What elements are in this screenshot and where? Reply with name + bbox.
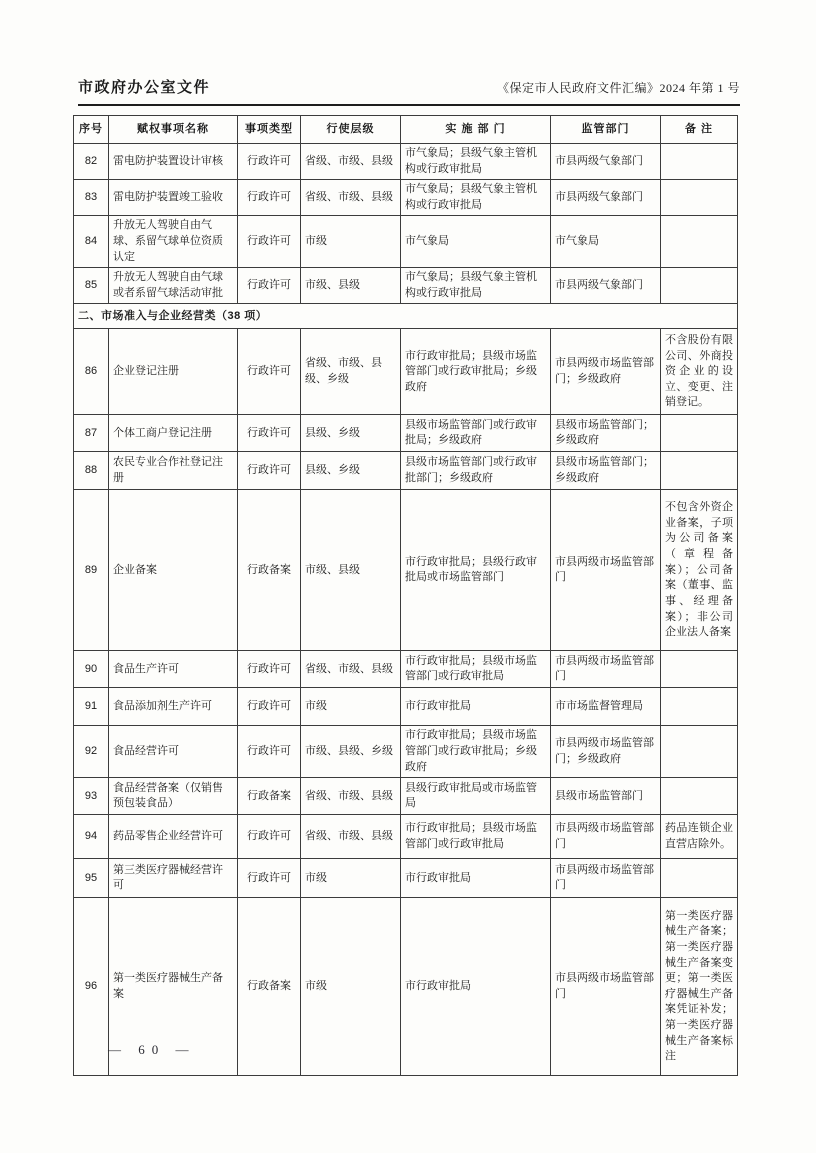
table-row-88: [74, 452, 738, 490]
cell-supervising-dept: 市县两级市场监管部门: [551, 651, 661, 688]
cell-seq: 92: [74, 726, 109, 778]
cell-remark: [661, 144, 738, 180]
section-header-row: [74, 304, 738, 329]
col-header-supervising-dept: 监管部门: [551, 116, 661, 144]
cell-seq: 90: [74, 651, 109, 688]
cell-item-type: 行政许可: [238, 859, 301, 898]
cell-implementing-dept: 市行政审批局；县级市场监管部门或行政审批局: [401, 815, 551, 859]
cell-item-name: 企业备案: [109, 490, 238, 651]
cell-item-name: 个体工商户登记注册: [109, 415, 238, 452]
col-header-seq: 序号: [74, 116, 109, 144]
cell-supervising-dept: 市县两级市场监管部门: [551, 490, 661, 651]
cell-exercise-level: 省级、市级、县级: [301, 180, 401, 216]
cell-supervising-dept: 县级市场监管部门: [551, 778, 661, 815]
cell-item-name: 食品添加剂生产许可: [109, 688, 238, 726]
cell-implementing-dept: 市行政审批局；县级市场监管部门或行政审批局；乡级政府: [401, 726, 551, 778]
cell-remark: 不包含外资企业备案，子项为公司备案（章程备案）；公司备案（董事、监事、经理备案）；非公司企业法人备案: [661, 490, 738, 651]
cell-implementing-dept: 市气象局；县级气象主管机构或行政审批局: [401, 268, 551, 304]
cell-item-type: 行政许可: [238, 815, 301, 859]
cell-item-type: 行政许可: [238, 452, 301, 490]
cell-exercise-level: 县级、乡级: [301, 452, 401, 490]
cell-remark: [661, 268, 738, 304]
cell-item-type: 行政备案: [238, 490, 301, 651]
table-row-86: [74, 329, 738, 415]
table-row-92: [74, 726, 738, 778]
cell-remark: [661, 415, 738, 452]
cell-exercise-level: 省级、市级、县级、乡级: [301, 329, 401, 415]
cell-remark: 第一类医疗器械生产备案；第一类医疗器械生产备案变更；第一类医疗器械生产备案凭证补发；第一类医疗器械生产备案标注: [661, 898, 738, 1076]
cell-item-name: 食品经营许可: [109, 726, 238, 778]
cell-item-type: 行政许可: [238, 726, 301, 778]
cell-implementing-dept: 县级市场监管部门或行政审批局；乡级政府: [401, 415, 551, 452]
table-header-row: [74, 116, 738, 144]
authorization-items-table: [73, 115, 738, 1076]
cell-exercise-level: 市级: [301, 898, 401, 1076]
cell-implementing-dept: 市行政审批局: [401, 859, 551, 898]
cell-exercise-level: 市级: [301, 216, 401, 268]
cell-item-type: 行政许可: [238, 688, 301, 726]
cell-item-name: 食品经营备案（仅销售预包装食品）: [109, 778, 238, 815]
cell-remark: [661, 180, 738, 216]
cell-item-type: 行政备案: [238, 898, 301, 1076]
cell-supervising-dept: 县级市场监管部门；乡级政府: [551, 415, 661, 452]
cell-item-type: 行政备案: [238, 778, 301, 815]
cell-seq: 82: [74, 144, 109, 180]
cell-item-name: 药品零售企业经营许可: [109, 815, 238, 859]
cell-remark: [661, 452, 738, 490]
cell-remark: [661, 688, 738, 726]
table-row-83: [74, 180, 738, 216]
cell-implementing-dept: 市行政审批局；县级行政审批局或市场监管部门: [401, 490, 551, 651]
cell-implementing-dept: 县级行政审批局或市场监管局: [401, 778, 551, 815]
cell-remark: 药品连锁企业直营店除外。: [661, 815, 738, 859]
col-header-remark: 备 注: [661, 116, 738, 144]
cell-supervising-dept: 市气象局: [551, 216, 661, 268]
cell-item-type: 行政许可: [238, 268, 301, 304]
cell-implementing-dept: 市行政审批局；县级市场监管部门或行政审批局: [401, 651, 551, 688]
cell-implementing-dept: 市气象局: [401, 216, 551, 268]
cell-supervising-dept: 市市场监督管理局: [551, 688, 661, 726]
cell-item-name: 升放无人驾驶自由气球或者系留气球活动审批: [109, 268, 238, 304]
col-header-exercise-level: 行使层级: [301, 116, 401, 144]
document-header: [78, 76, 740, 106]
cell-seq: 83: [74, 180, 109, 216]
cell-seq: 87: [74, 415, 109, 452]
cell-exercise-level: 县级、乡级: [301, 415, 401, 452]
cell-exercise-level: 市级、县级: [301, 268, 401, 304]
cell-supervising-dept: 市县两级市场监管部门；乡级政府: [551, 329, 661, 415]
cell-supervising-dept: 市县两级气象部门: [551, 144, 661, 180]
cell-remark: [661, 651, 738, 688]
cell-supervising-dept: 市县两级市场监管部门: [551, 898, 661, 1076]
cell-item-name: 农民专业合作社登记注册: [109, 452, 238, 490]
cell-item-name: 雷电防护装置设计审核: [109, 144, 238, 180]
cell-item-name: 第三类医疗器械经营许可: [109, 859, 238, 898]
cell-exercise-level: 市级、县级: [301, 490, 401, 651]
cell-item-type: 行政许可: [238, 144, 301, 180]
cell-supervising-dept: 市县两级市场监管部门；乡级政府: [551, 726, 661, 778]
cell-item-type: 行政许可: [238, 651, 301, 688]
cell-implementing-dept: 市行政审批局；县级市场监管部门或行政审批局；乡级政府: [401, 329, 551, 415]
col-header-item-type: 事项类型: [238, 116, 301, 144]
cell-seq: 86: [74, 329, 109, 415]
cell-item-name: 企业登记注册: [109, 329, 238, 415]
cell-exercise-level: 省级、市级、县级: [301, 144, 401, 180]
footer-page-number: — 60 —: [108, 1042, 196, 1057]
cell-seq: 91: [74, 688, 109, 726]
cell-supervising-dept: 县级市场监管部门；乡级政府: [551, 452, 661, 490]
cell-seq: 88: [74, 452, 109, 490]
cell-item-type: 行政许可: [238, 329, 301, 415]
cell-exercise-level: 省级、市级、县级: [301, 651, 401, 688]
cell-remark: [661, 726, 738, 778]
cell-remark: 不含股份有限公司、外商投资企业的设立、变更、注销登记。: [661, 329, 738, 415]
cell-item-type: 行政许可: [238, 180, 301, 216]
cell-seq: 95: [74, 859, 109, 898]
table-row-84: [74, 216, 738, 268]
cell-item-name: 第一类医疗器械生产备案: [109, 898, 238, 1076]
cell-exercise-level: 市级: [301, 859, 401, 898]
cell-supervising-dept: 市县两级市场监管部门: [551, 815, 661, 859]
cell-remark: [661, 216, 738, 268]
cell-remark: [661, 778, 738, 815]
table-row-95: [74, 859, 738, 898]
cell-item-name: 升放无人驾驶自由气球、系留气球单位资质认定: [109, 216, 238, 268]
table-row-82: [74, 144, 738, 180]
cell-item-name: 雷电防护装置竣工验收: [109, 180, 238, 216]
table-row-93: [74, 778, 738, 815]
cell-implementing-dept: 市行政审批局: [401, 898, 551, 1076]
cell-implementing-dept: 市行政审批局: [401, 688, 551, 726]
cell-supervising-dept: 市县两级市场监管部门: [551, 859, 661, 898]
cell-exercise-level: 市级: [301, 688, 401, 726]
table-row-91: [74, 688, 738, 726]
table-row-90: [74, 651, 738, 688]
cell-supervising-dept: 市县两级气象部门: [551, 180, 661, 216]
cell-seq: 94: [74, 815, 109, 859]
table-row-87: [74, 415, 738, 452]
cell-supervising-dept: 市县两级气象部门: [551, 268, 661, 304]
cell-seq: 85: [74, 268, 109, 304]
doc-category-title: 市政府办公室文件: [78, 79, 211, 96]
cell-item-type: 行政许可: [238, 216, 301, 268]
cell-exercise-level: 省级、市级、县级: [301, 815, 401, 859]
col-header-implementing-dept: 实 施 部 门: [401, 116, 551, 144]
cell-seq: 93: [74, 778, 109, 815]
cell-implementing-dept: 县级市场监管部门或行政审批部门；乡级政府: [401, 452, 551, 490]
table-row-94: [74, 815, 738, 859]
doc-compilation-title: 《保定市人民政府文件汇编》2024 年第 1 号: [496, 81, 740, 95]
cell-exercise-level: 省级、市级、县级: [301, 778, 401, 815]
table-row-89: [74, 490, 738, 651]
table-row-85: [74, 268, 738, 304]
cell-implementing-dept: 市气象局；县级气象主管机构或行政审批局: [401, 144, 551, 180]
cell-seq: 96: [74, 898, 109, 1076]
cell-implementing-dept: 市气象局；县级气象主管机构或行政审批局: [401, 180, 551, 216]
col-header-item-name: 赋权事项名称: [109, 116, 238, 144]
cell-item-name: 食品生产许可: [109, 651, 238, 688]
cell-item-type: 行政许可: [238, 415, 301, 452]
cell-seq: 89: [74, 490, 109, 651]
section-title: 二、市场准入与企业经营类（38 项）: [74, 304, 738, 329]
cell-remark: [661, 859, 738, 898]
cell-exercise-level: 市级、县级、乡级: [301, 726, 401, 778]
cell-seq: 84: [74, 216, 109, 268]
